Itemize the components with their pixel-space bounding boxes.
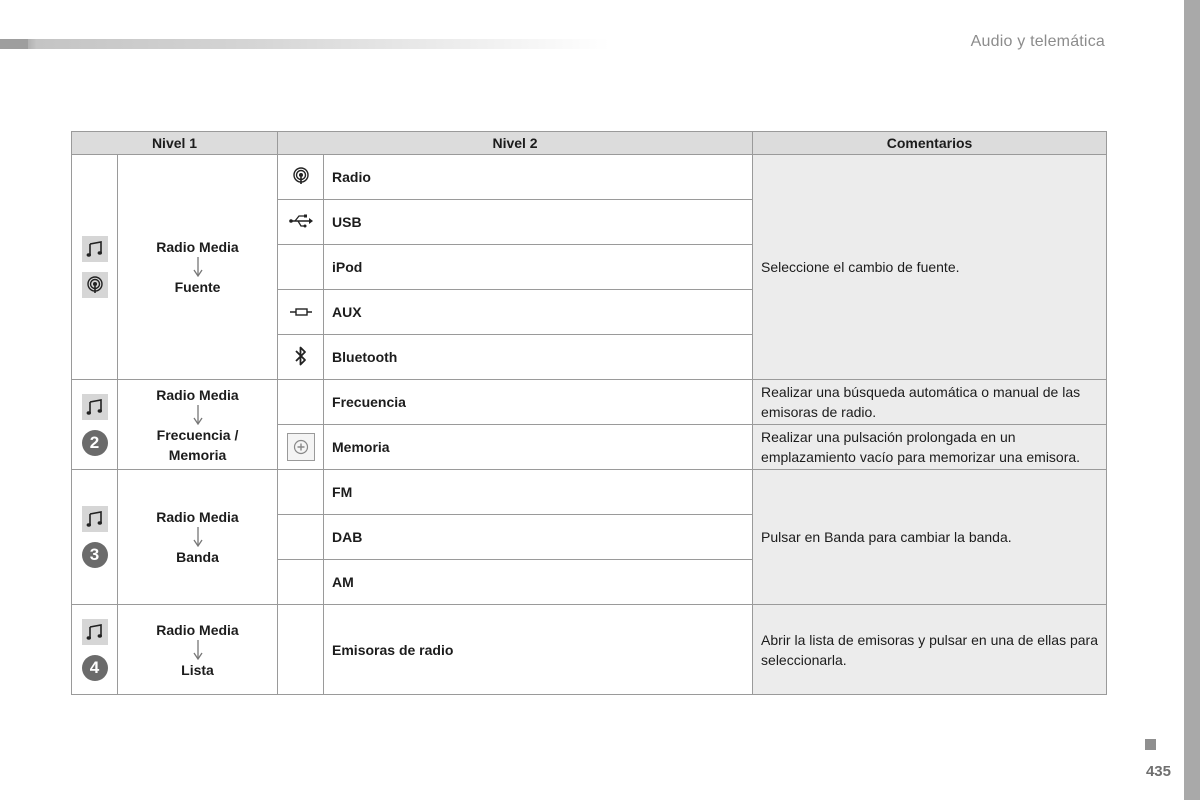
bluetooth-icon xyxy=(294,345,308,367)
usb-icon xyxy=(289,214,313,228)
music-note-icon xyxy=(82,506,108,532)
radio-wave-icon xyxy=(82,272,108,298)
level1-icons-cell xyxy=(72,380,118,470)
level2-label: AUX xyxy=(324,290,753,335)
level2-icon-cell xyxy=(278,155,324,200)
comment-cell: Seleccione el cambio de fuente. xyxy=(753,155,1107,380)
music-note-icon xyxy=(82,619,108,645)
level1-label-top: Radio Media xyxy=(156,509,239,525)
arrow-down-icon xyxy=(193,640,203,660)
header-decorative-bar xyxy=(0,39,610,49)
level1-label-top: Radio Media xyxy=(156,621,239,638)
comment-cell: Abrir la lista de emisoras y pulsar en una de ellas para seleccionarla. xyxy=(753,605,1107,695)
level2-label: Memoria xyxy=(324,425,753,470)
aux-jack-icon xyxy=(289,307,313,317)
header-comentarios: Comentarios xyxy=(753,132,1107,155)
music-note-icon xyxy=(82,394,108,420)
level1-label-bottom: Banda xyxy=(176,549,219,565)
level2-label: Frecuencia xyxy=(324,380,753,425)
level2-label: iPod xyxy=(324,245,753,290)
level2-label: Emisoras de radio xyxy=(324,605,753,695)
level1-label-bottom: Lista xyxy=(181,661,214,678)
level1-cell-banda xyxy=(118,470,278,605)
section-title: Audio y telemática xyxy=(970,33,1105,50)
level2-label: Radio xyxy=(324,155,753,200)
comment-cell: Pulsar en Banda para cambiar la banda. xyxy=(753,470,1107,605)
level1-icons-cell xyxy=(72,470,118,605)
arrow-down-icon xyxy=(193,257,203,277)
level2-icon-cell xyxy=(278,290,324,335)
level1-label-top: Radio Media xyxy=(156,386,239,403)
level1-label-bottom-2: Memoria xyxy=(168,446,227,463)
level1-label-bottom: Frecuencia / xyxy=(156,426,239,443)
level1-cell-fuente xyxy=(118,155,278,380)
level1-icons-cell xyxy=(72,155,118,380)
level2-label: DAB xyxy=(324,515,753,560)
menu-structure-table xyxy=(71,131,1107,695)
level2-label: AM xyxy=(324,560,753,605)
level1-label-bottom: Fuente xyxy=(174,279,221,295)
comment-cell: Realizar una pulsación prolongada en un emplazamiento vacío para memorizar una emisora. xyxy=(753,425,1107,470)
level2-icon-cell xyxy=(278,470,324,515)
level1-cell-lista xyxy=(118,605,278,695)
comment-cell: Realizar una búsqueda automática o manual de las emisoras de radio. xyxy=(753,380,1107,425)
level1-label-top: Radio Media xyxy=(156,239,239,255)
header-nivel-1: Nivel 1 xyxy=(72,132,278,155)
level2-icon-cell xyxy=(278,380,324,425)
level2-icon-cell xyxy=(278,200,324,245)
level1-icons-cell xyxy=(72,605,118,695)
memory-plus-icon xyxy=(287,433,315,461)
table-row xyxy=(72,605,1107,695)
arrow-down-icon xyxy=(193,527,203,547)
arrow-down-icon xyxy=(193,405,203,425)
level2-icon-cell xyxy=(278,425,324,470)
page-edge-strip xyxy=(1184,0,1200,800)
table-row xyxy=(72,380,1107,425)
table-row xyxy=(72,155,1107,200)
header-nivel-2: Nivel 2 xyxy=(278,132,753,155)
radio-wave-icon xyxy=(292,167,310,185)
level2-label: USB xyxy=(324,200,753,245)
level2-icon-cell xyxy=(278,335,324,380)
step-badge: 3 xyxy=(82,542,108,568)
table-row xyxy=(72,470,1107,515)
step-badge: 2 xyxy=(82,430,108,456)
level2-icon-cell xyxy=(278,560,324,605)
level2-icon-cell xyxy=(278,245,324,290)
level2-label: FM xyxy=(324,470,753,515)
step-badge: 4 xyxy=(82,655,108,681)
level2-icon-cell xyxy=(278,605,324,695)
page-number: 435 xyxy=(1145,763,1171,780)
level1-cell-frecuencia xyxy=(118,380,278,470)
level2-icon-cell xyxy=(278,515,324,560)
table-header-row xyxy=(72,132,1107,155)
level2-label: Bluetooth xyxy=(324,335,753,380)
page-marker xyxy=(1145,739,1156,750)
music-note-icon xyxy=(82,236,108,262)
